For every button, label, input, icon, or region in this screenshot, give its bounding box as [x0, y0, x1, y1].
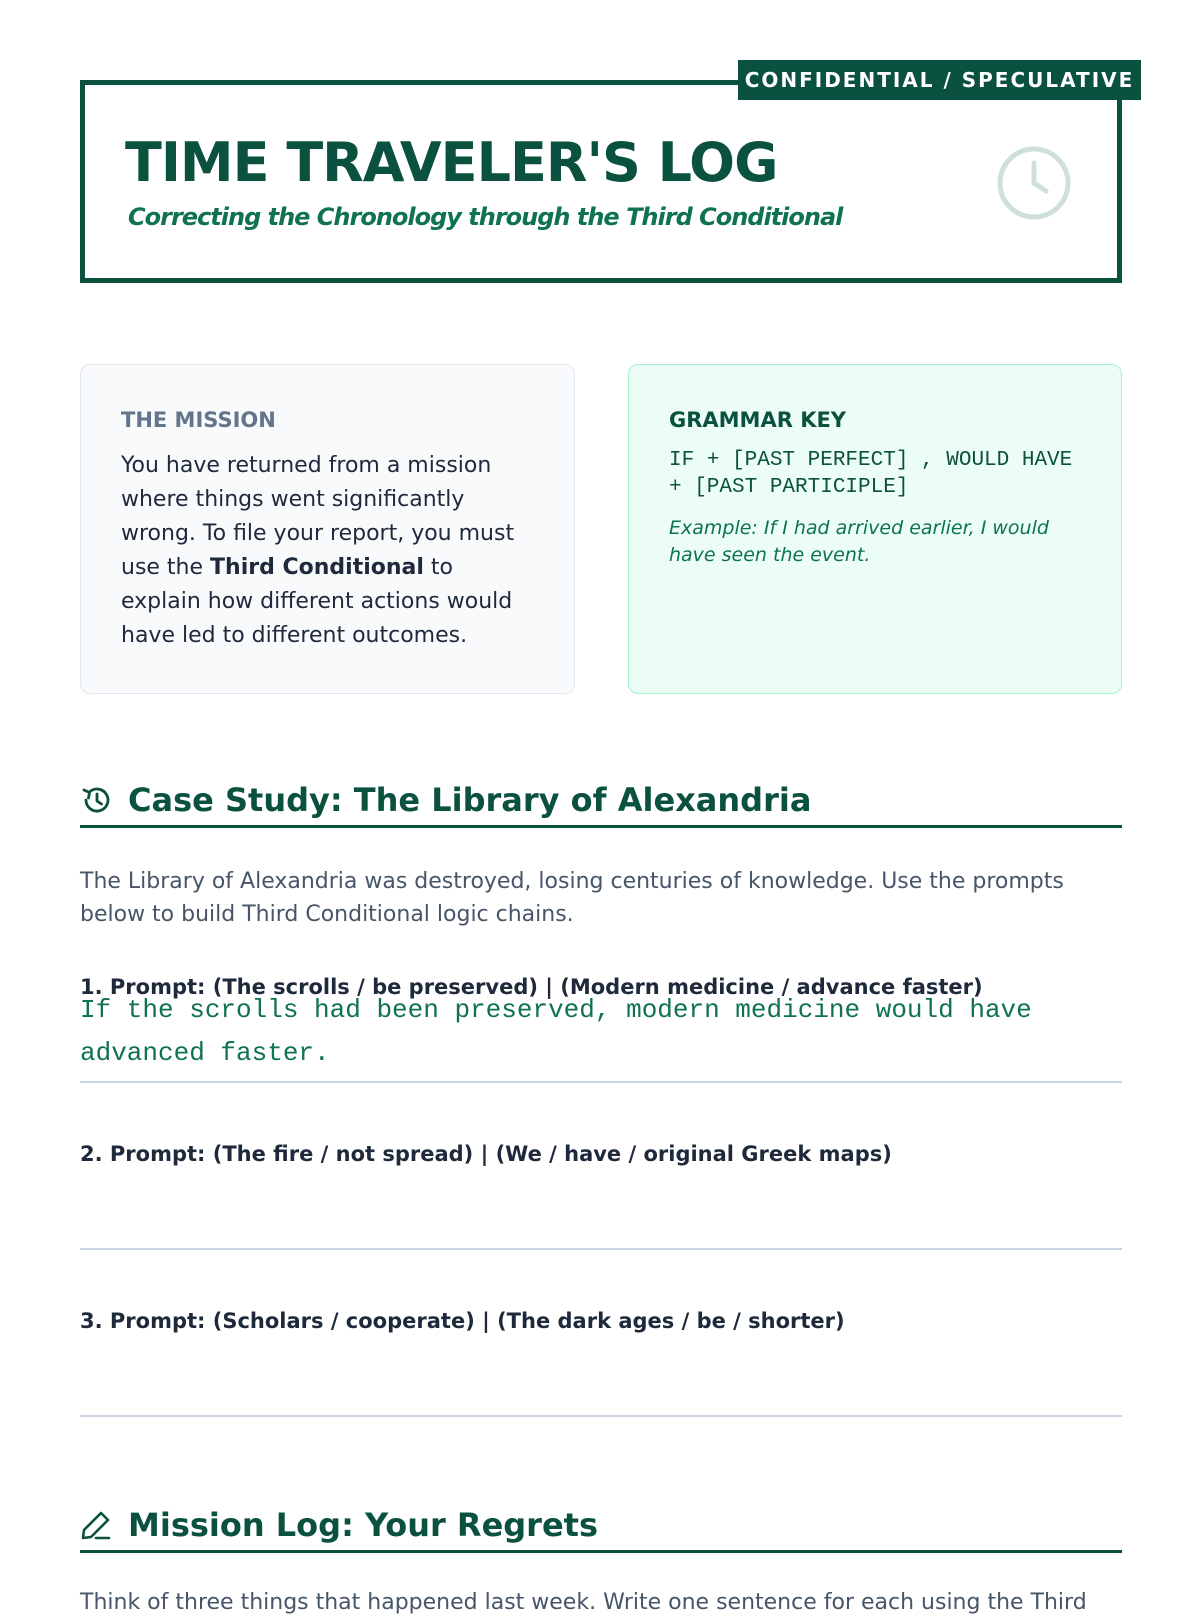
mission-panel: [80, 364, 575, 694]
mission-log-intro: Think of three things that happened last week. Write one sentence for each using the Third: [80, 1590, 1087, 1615]
prompt-3-label: 3. Prompt: (Scholars / cooperate) | (The dark ages / be / shorter): [80, 1309, 845, 1333]
case-study-header: [80, 778, 1122, 828]
pencil-icon: [80, 1509, 112, 1541]
prompt-1-answer[interactable]: If the scrolls had been preserved, modern medicine would have advanced faster.: [80, 995, 1032, 1068]
page-title: TIME TRAVELER'S LOG: [125, 131, 778, 194]
mission-text-start: You have returned from a mission where things went significantly wrong. To file your report, you must use the: [121, 453, 515, 580]
mission-text: [121, 449, 534, 653]
mission-log-header: [80, 1503, 1122, 1553]
case-study-intro: The Library of Alexandria was destroyed, losing centuries of knowledge. Use the prompts below to build Third Conditional logic chains.: [80, 869, 1064, 927]
answer-line-1: [80, 1081, 1122, 1083]
page-subtitle: Correcting the Chronology through the Third Conditional: [128, 203, 843, 231]
grammar-example: Example: If I had arrived earlier, I would have seen the event.: [669, 517, 1049, 566]
confidential-stamp: CONFIDENTIAL / SPECULATIVE: [738, 60, 1141, 100]
grammar-key-heading: GRAMMAR KEY: [669, 408, 847, 432]
grammar-formula: IF + [PAST PERFECT] , WOULD HAVE + [PAST PARTICIPLE]: [669, 449, 1073, 499]
answer-line-3[interactable]: [80, 1415, 1122, 1417]
mission-heading: THE MISSION: [121, 408, 276, 432]
prompt-2-label: 2. Prompt: (The fire / not spread) | (We / have / original Greek maps): [80, 1142, 892, 1166]
mission-log-title: Mission Log: Your Regrets: [128, 1506, 598, 1544]
mission-text-bold: Third Conditional: [210, 555, 424, 580]
case-study-title: Case Study: The Library of Alexandria: [128, 781, 812, 819]
history-icon: [80, 784, 112, 816]
prompt-1-label: 1. Prompt: (The scrolls / be preserved) | (Modern medicine / advance faster): [80, 975, 983, 999]
grammar-key-panel: [628, 364, 1122, 694]
clock-icon: [996, 145, 1072, 221]
answer-line-2[interactable]: [80, 1248, 1122, 1250]
mission-text-end: to explain how different actions would have led to different outcomes.: [121, 555, 513, 648]
